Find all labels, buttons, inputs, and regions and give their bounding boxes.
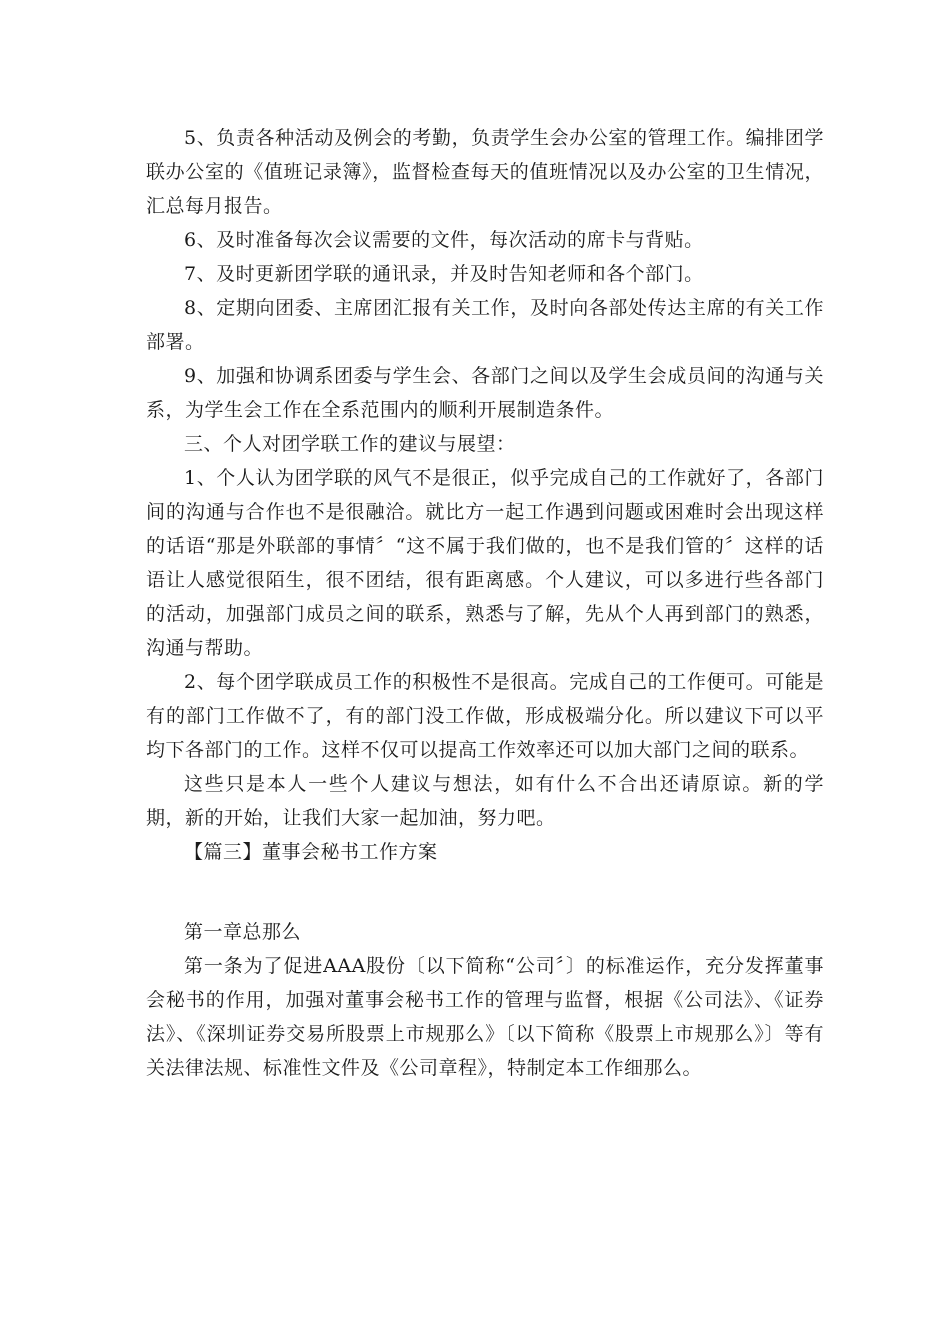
- paragraph-item-5: 5、负责各种活动及例会的考勤，负责学生会办公室的管理工作。编排团学联办公室的《值班记录簿》，监督检查每天的值班情况以及办公室的卫生情况，汇总每月报告。: [146, 127, 824, 217]
- article-1: 第一条为了促进AAA股份〔以下简称“公司〞〕的标准运作，充分发挥董事会秘书的作用，加强对董事会秘书工作的管理与监督，根据《公司法》、《证券法》、《深圳证券交易所股票上市规那么》〔以下简称《股票上市规那么》〕等有关法律法规、标准性文件及《公司章程》，特制定本工作细那么。: [146, 955, 824, 1079]
- suggestion-item-2: 2、每个团学联成员工作的积极性不是很高。完成自己的工作便可。可能是有的部门工作做不了，有的部门没工作做，形成极端分化。所以建议下可以平均下各部门的工作。这样不仅可以提高工作效率还可以加大部门之间的联系。: [146, 671, 824, 761]
- part-three-title: 【篇三】董事会秘书工作方案: [184, 841, 438, 863]
- closing-paragraph: 这些只是本人一些个人建议与想法，如有什么不合出还请原谅。新的学期，新的开始，让我们大家一起加油，努力吧。: [146, 773, 824, 829]
- paragraph-item-8: 8、定期向团委、主席团汇报有关工作，及时向各部处传达主席的有关工作部署。: [146, 297, 824, 353]
- paragraph-item-7: 7、及时更新团学联的通讯录，并及时告知老师和各个部门。: [184, 263, 704, 285]
- paragraph-item-6: 6、及时准备每次会议需要的文件，每次活动的席卡与背贴。: [184, 229, 704, 251]
- suggestion-item-1: 1、个人认为团学联的风气不是很正，似乎完成自己的工作就好了，各部门间的沟通与合作也不是很融洽。就比方一起工作遇到问题或困难时会出现这样的话语“那是外联部的事情〞“这不属于我们做的，也不是我们管的〞这样的话语让人感觉很陌生，很不团结，很有距离感。个人建议，可以多进行些各部门的活动，加强部门成员之间的联系，熟悉与了解，先从个人再到部门的熟悉，沟通与帮助。: [146, 467, 824, 659]
- document-body: [146, 121, 824, 1085]
- chapter-title: 第一章总那么: [184, 921, 302, 943]
- section-heading-suggestions: 三、个人对团学联工作的建议与展望：: [184, 433, 516, 455]
- blank-line: [146, 869, 824, 915]
- paragraph-item-9: 9、加强和协调系团委与学生会、各部门之间以及学生会成员间的沟通与关系，为学生会工作在全系范围内的顺利开展制造条件。: [146, 365, 824, 421]
